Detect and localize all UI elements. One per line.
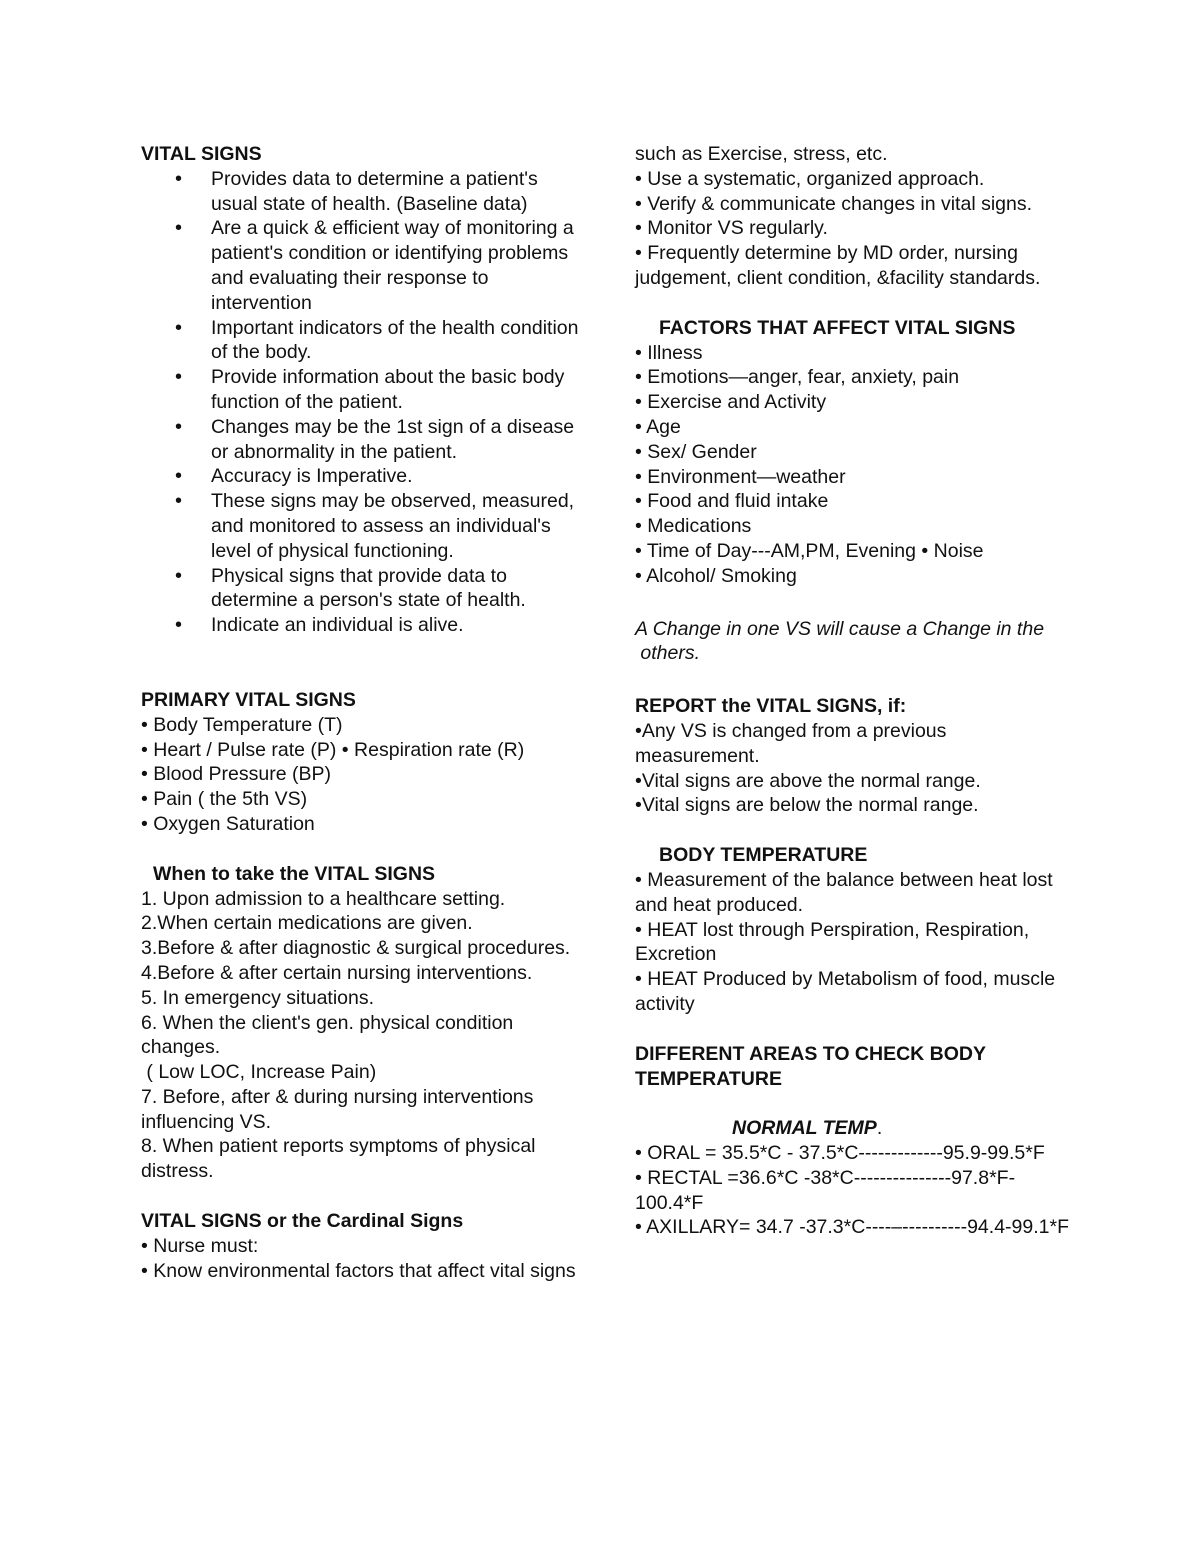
when-to-take-list [141,887,581,1185]
list-item: 6. When the client's gen. physical condition changes. [141,1011,519,1059]
list-item: • Important indicators of the health condition of the body. [141,316,581,366]
list-item: • Environment—weather [635,465,846,488]
cardinal-signs-heading: VITAL SIGNS or the Cardinal Signs [141,1210,464,1233]
list-item: 4.Before & after certain nursing interventions. [141,961,533,984]
list-item: 8. When patient reports symptoms of physical distress. [141,1135,541,1183]
normal-temp-period: . [876,1117,883,1140]
continued-list [635,142,1075,291]
list-item: • Verify & communicate changes in vital signs. [635,192,1033,215]
list-item: • Know environmental factors that affect vital signs [141,1259,576,1282]
list-item: • Physical signs that provide data to determine a person's state of health. [141,564,581,614]
list-item: ( Low LOC, Increase Pain) [141,1061,377,1084]
list-item: • Nurse must: [141,1234,259,1257]
body-temperature-list [635,868,1075,1017]
list-item: • Indicate an individual is alive. [141,613,581,638]
list-item: • These signs may be observed, measured, and monitored to assess an individual's level of physical functioning. [141,489,581,563]
list-item: • Frequently determine by MD order, nursing judgement, client condition, &facility standards. [635,242,1041,289]
vital-signs-bullet-list [141,167,581,638]
left-column [141,142,581,1283]
normal-temp-label: NORMAL TEMP [732,1117,877,1140]
list-item: • HEAT lost through Perspiration, Respiration, Excretion [635,918,1035,966]
areas-heading: DIFFERENT AREAS TO CHECK BODY TEMPERATURE [635,1042,986,1090]
list-item: • Age [635,415,681,438]
list-item: •Vital signs are above the normal range. [635,769,981,792]
cardinal-signs-list [141,1234,581,1284]
normal-temp-heading [635,1116,1075,1141]
list-item: • Emotions—anger, fear, anxiety, pain [635,366,960,389]
list-item: • ORAL = 35.5*C - 37.5*C-------------95.9-99.5*F [635,1142,1045,1165]
change-note-continued: others. [635,642,701,665]
list-item: • Time of Day---AM,PM, Evening • Noise [635,539,984,562]
list-item: • Body Temperature (T) [141,713,343,736]
when-to-take-heading: When to take the VITAL SIGNS [153,862,436,885]
list-item: 5. In emergency situations. [141,986,375,1009]
primary-vital-signs-heading: PRIMARY VITAL SIGNS [141,688,356,711]
change-note: A Change in one VS will cause a Change in the [635,617,1045,640]
factors-list [635,341,1075,589]
body-temperature-heading: BODY TEMPERATURE [659,844,868,867]
list-item: • Medications [635,515,752,538]
vital-signs-heading: VITAL SIGNS [141,143,262,165]
list-item: • Exercise and Activity [635,391,827,414]
list-item: •Vital signs are below the normal range. [635,794,979,817]
list-item: 3.Before & after diagnostic & surgical procedures. [141,937,571,960]
primary-vital-signs-list [141,713,581,837]
list-item: • Sex/ Gender [635,440,757,463]
list-item: • HEAT Produced by Metabolism of food, muscle activity [635,968,1061,1015]
list-item: • Provide information about the basic body function of the patient. [141,365,581,415]
list-item: such as Exercise, stress, etc. [635,143,888,165]
list-item: • Accuracy is Imperative. [141,464,581,489]
report-list [635,719,1075,818]
list-item: • Changes may be the 1st sign of a disease or abnormality in the patient. [141,415,581,465]
list-item: • Use a systematic, organized approach. [635,167,985,190]
list-item: • Pain ( the 5th VS) [141,788,308,811]
list-item: • Measurement of the balance between heat lost and heat produced. [635,868,1059,916]
list-item: 7. Before, after & during nursing interventions influencing VS. [141,1085,539,1133]
list-item: • Monitor VS regularly. [635,217,828,240]
list-item: • Alcohol/ Smoking [635,564,797,587]
list-item: • Are a quick & efficient way of monitoring a patient's condition or identifying problems and evaluating their response to intervention [141,216,581,315]
list-item: 2.When certain medications are given. [141,912,473,935]
temperature-ranges-list [635,1141,1075,1240]
right-column [635,142,1075,1240]
list-item: • Provides data to determine a patient's usual state of health. (Baseline data) [141,167,581,217]
list-item: 1. Upon admission to a healthcare setting. [141,887,506,910]
list-item: • Food and fluid intake [635,490,829,513]
list-item: • Illness [635,341,703,364]
list-item: • AXILLARY= 34.7 -37.3*C----–----------94.4-99.1*F [635,1216,1069,1239]
list-item: • RECTAL =36.6*C -38*C---------------97.8*F-100.4*F [635,1166,1016,1214]
list-item: • Oxygen Saturation [141,812,315,835]
report-vital-signs-heading: REPORT the VITAL SIGNS, if: [635,695,907,718]
list-item: •Any VS is changed from a previous measurement. [635,719,952,767]
list-item: • Heart / Pulse rate (P) • Respiration rate (R) [141,738,525,761]
list-item: • Blood Pressure (BP) [141,763,331,786]
factors-heading: FACTORS THAT AFFECT VITAL SIGNS [659,316,1016,339]
